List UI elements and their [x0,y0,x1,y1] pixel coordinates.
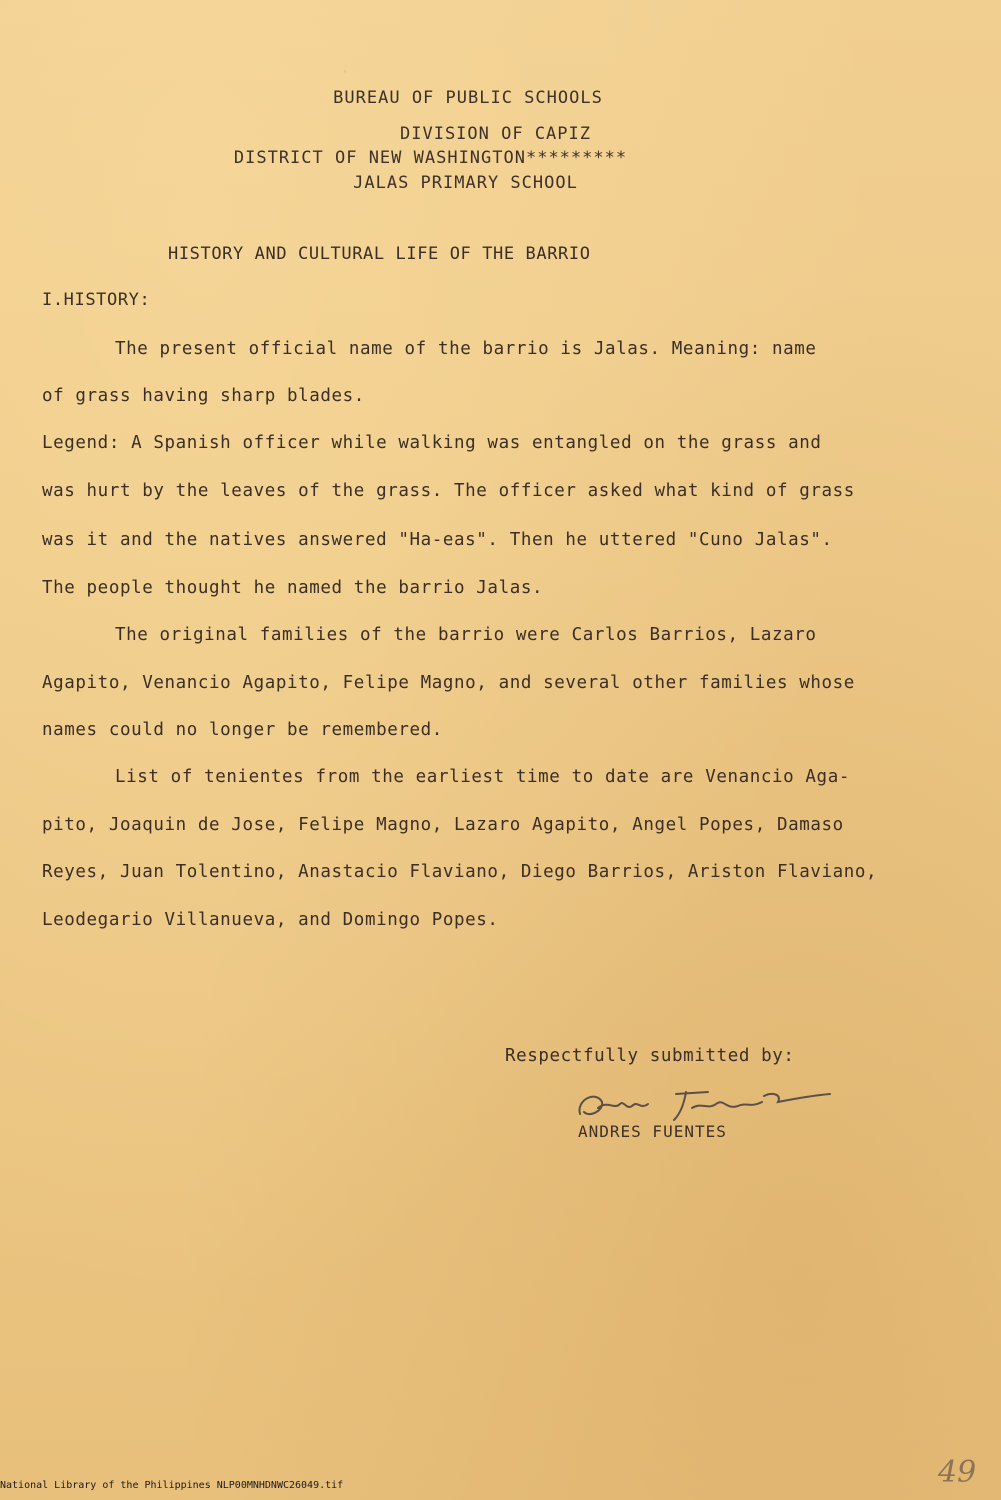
body-line: Agapito, Venancio Agapito, Felipe Magno, and several other families whose [42,673,855,693]
body-line: Legend: A Spanish officer while walking was entangled on the grass and [42,433,822,453]
body-line: The people thought he named the barrio Jalas. [42,578,544,598]
signatory-name: ANDRES FUENTES [578,1122,727,1141]
header-school: JALAS PRIMARY SCHOOL [353,173,578,193]
body-line: The original families of the barrio were Carlos Barrios, Lazaro [115,625,817,645]
body-line: was hurt by the leaves of the grass. The officer asked what kind of grass [42,481,855,501]
body-line: Reyes, Juan Tolentino, Anastacio Flaviano, Diego Barrios, Ariston Flaviano, [42,862,878,882]
archive-footer: National Library of the Philippines NLP00MNHDNWC26049.tif [0,1480,344,1491]
body-line: Leodegario Villanueva, and Domingo Popes. [42,910,499,930]
header-division: DIVISION OF CAPIZ [400,124,591,144]
body-line: pito, Joaquin de Jose, Felipe Magno, Lazaro Agapito, Angel Popes, Damaso [42,815,844,835]
header-district: DISTRICT OF NEW WASHINGTON********* [233,148,628,168]
body-line: The present official name of the barrio is Jalas. Meaning: name [115,339,817,359]
page-number: 49 [938,1455,977,1490]
document-title: HISTORY AND CULTURAL LIFE OF THE BARRIO [168,244,591,264]
body-line: names could no longer be remembered. [42,720,443,740]
body-line: of grass having sharp blades. [42,386,365,406]
section-heading: I.HISTORY: [42,290,151,310]
header-bureau: BUREAU OF PUBLIC SCHOOLS [333,88,603,108]
body-line: was it and the natives answered "Ha-eas". Then he uttered "Cuno Jalas". [42,530,833,550]
closing-text: Respectfully submitted by: [505,1046,795,1066]
body-line: List of tenientes from the earliest time to date are Venancio Aga- [115,767,850,787]
bleed-through: · [340,62,351,82]
